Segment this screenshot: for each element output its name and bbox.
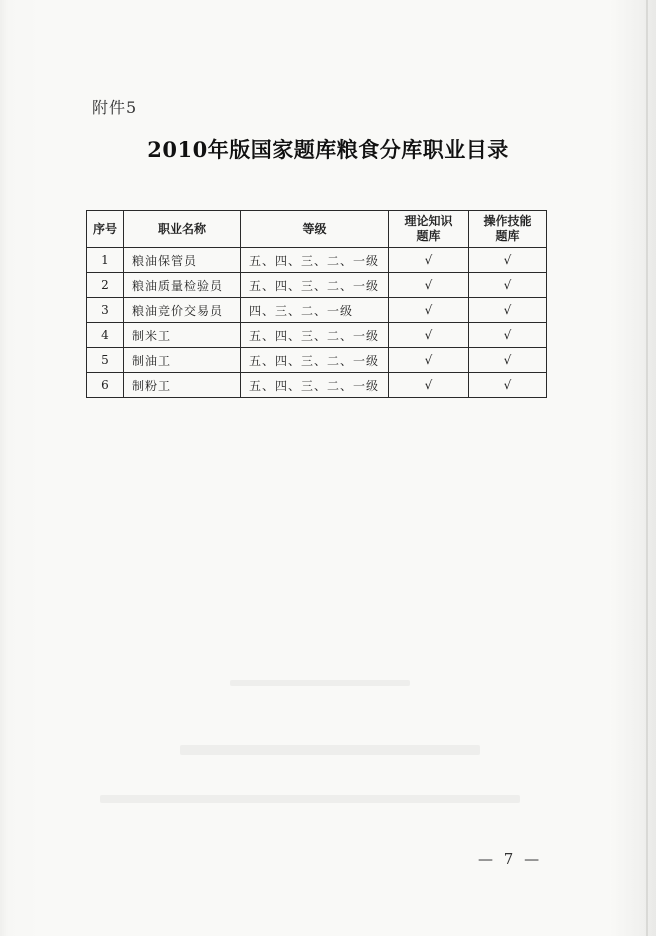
cell-level: 五、四、三、二、一级 [241, 323, 389, 348]
table-row [87, 373, 547, 398]
cell-skill-check: √ [469, 323, 547, 348]
cell-skill-check: √ [469, 273, 547, 298]
cell-serial-number: 1 [87, 248, 124, 273]
cell-level: 五、四、三、二、一级 [241, 348, 389, 373]
cell-level: 四、三、二、一级 [241, 298, 389, 323]
cell-occupation-name: 粮油竞价交易员 [124, 298, 241, 323]
cell-occupation-name: 制粉工 [124, 373, 241, 398]
table-row [87, 248, 547, 273]
cell-skill-check: √ [469, 298, 547, 323]
cell-skill-check: √ [469, 348, 547, 373]
cell-serial-number: 5 [87, 348, 124, 373]
cell-serial-number: 4 [87, 323, 124, 348]
cell-theory-check: √ [389, 248, 469, 273]
cell-serial-number: 3 [87, 298, 124, 323]
table-row [87, 298, 547, 323]
cell-theory-check: √ [389, 373, 469, 398]
cell-theory-check: √ [389, 323, 469, 348]
cell-serial-number: 6 [87, 373, 124, 398]
attachment-label: 附件5 [92, 98, 138, 117]
table-header-row [87, 211, 547, 248]
cell-level: 五、四、三、二、一级 [241, 273, 389, 298]
document-title: 2010年版国家题库粮食分库职业目录 [147, 137, 509, 162]
header-serial-number: 序号 [87, 211, 124, 248]
cell-level: 五、四、三、二、一级 [241, 248, 389, 273]
table-row [87, 323, 547, 348]
cell-occupation-name: 制油工 [124, 348, 241, 373]
cell-theory-check: √ [389, 348, 469, 373]
header-theory-bank: 理论知识 题库 [389, 211, 469, 248]
header-level: 等级 [241, 211, 389, 248]
cell-skill-check: √ [469, 373, 547, 398]
cell-skill-check: √ [469, 248, 547, 273]
cell-occupation-name: 制米工 [124, 323, 241, 348]
cell-occupation-name: 粮油保管员 [124, 248, 241, 273]
cell-theory-check: √ [389, 273, 469, 298]
header-occupation-name: 职业名称 [124, 211, 241, 248]
cell-theory-check: √ [389, 298, 469, 323]
header-skill-bank: 操作技能 题库 [469, 211, 547, 248]
occupation-catalog-table [86, 210, 547, 398]
page-number: — 7 — [478, 850, 543, 868]
cell-occupation-name: 粮油质量检验员 [124, 273, 241, 298]
bleed-through-mark [100, 795, 520, 803]
cell-serial-number: 2 [87, 273, 124, 298]
table-row [87, 348, 547, 373]
bleed-through-mark [180, 745, 480, 755]
cell-level: 五、四、三、二、一级 [241, 373, 389, 398]
bleed-through-mark [230, 680, 410, 686]
table-row [87, 273, 547, 298]
